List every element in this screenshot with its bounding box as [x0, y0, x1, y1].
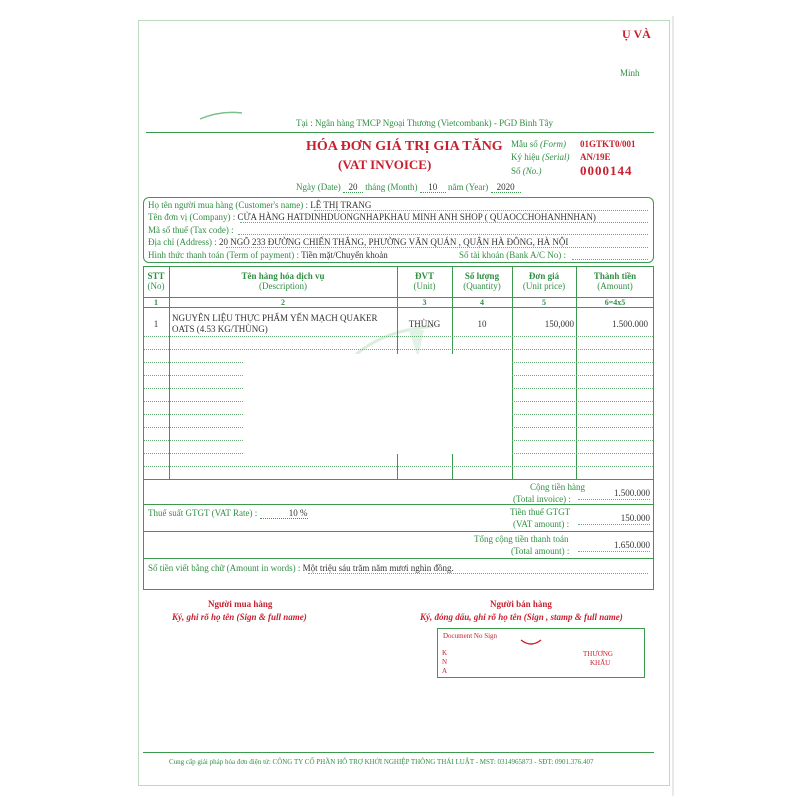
- buyer-name: LÊ THỊ TRANG: [310, 200, 372, 210]
- buyer-name-dots: [314, 210, 648, 211]
- index-col-qty: 4: [480, 298, 484, 307]
- form-label: [511, 139, 566, 149]
- stamp-right-1: THƯƠNG: [583, 650, 613, 658]
- no-label-vi: Số: [511, 166, 521, 176]
- total-label-en: (Total invoice) :: [513, 494, 571, 504]
- header-col-no-en: (No): [147, 281, 165, 291]
- buyer-sign-sub: Ký, ghi rõ họ tên (Sign & full name): [172, 612, 307, 622]
- stamp-swoosh-icon: [520, 638, 542, 648]
- index-col-desc: 2: [281, 298, 285, 307]
- buyer-name-row: [148, 200, 371, 210]
- header-col-amount-vi: Thành tiền: [593, 271, 637, 281]
- row-price: 150,000: [544, 319, 574, 329]
- seller-sign-sub: Ký, đóng dấu, ghi rõ họ tên (Sign , stamp & full name): [420, 612, 623, 622]
- redaction-block: [243, 354, 511, 454]
- header-col-no: [143, 271, 169, 291]
- buyer-address: 20 NGÕ 233 ĐƯỜNG CHIẾN THẮNG, PHƯỜNG VĂN QUÁN , QUẬN HÀ ĐÔNG, HÀ NỘI: [218, 237, 569, 247]
- header-rule: [146, 132, 654, 133]
- invoice-title: HÓA ĐƠN GIÁ TRỊ GIA TĂNG: [306, 139, 503, 154]
- buyer-payment: Tiền mặt/Chuyển khoản: [301, 250, 388, 260]
- date-day-label: Ngày (Date): [296, 182, 341, 192]
- corner-line1: Ụ VÀ: [622, 27, 651, 41]
- buyer-company-row: [148, 212, 596, 222]
- words-value: Một triệu sáu trăm năm mươi nghìn đồng.: [302, 563, 454, 573]
- form-label-en: (Form): [540, 139, 566, 149]
- header-col-unit: [397, 271, 452, 291]
- grand-dots: [578, 551, 650, 552]
- index-bottom-rule: [143, 307, 654, 308]
- vat-value: 150.000: [620, 513, 650, 523]
- row-qty: 10: [477, 319, 487, 329]
- date-year: 2020: [491, 182, 521, 193]
- grand-rule: [143, 558, 654, 559]
- date-month: 10: [420, 182, 446, 193]
- vat-label-en: (VAT amount) :: [513, 519, 570, 529]
- header-col-no-vi: STT: [147, 271, 165, 281]
- vat-rule: [143, 531, 654, 532]
- date-day: 20: [343, 182, 363, 193]
- buyer-account-row: [459, 250, 566, 260]
- buyer-address-dots: [226, 247, 648, 248]
- stamp-left-3: A: [442, 667, 448, 675]
- corner-line2: Minh: [620, 68, 640, 78]
- header-col-desc-vi: Tên hàng hóa dịch vụ: [241, 271, 325, 281]
- buyer-tax-label: Mã số thuế (Tax code) :: [148, 225, 234, 235]
- no-label-en: (No.): [522, 166, 542, 176]
- words-dots: [308, 573, 648, 574]
- row-unit: THÙNG: [408, 319, 441, 329]
- buyer-tax-row: [148, 225, 234, 235]
- header-col-price-en: (Unit price): [522, 281, 566, 291]
- date-line: [296, 182, 521, 193]
- bank-line: Tại : Ngân hàng TMCP Ngoại Thương (Vietcombank) - PGD Bình Tây: [296, 118, 553, 128]
- header-col-qty-en: (Quantity): [463, 281, 501, 291]
- words-label: Số tiền viết bằng chữ (Amount in words) :: [148, 563, 301, 573]
- invoice-number: 0000144: [580, 163, 633, 178]
- row-amount: 1.500.000: [612, 319, 648, 329]
- header-col-qty: [452, 271, 512, 291]
- vat-dots: [578, 524, 650, 525]
- date-month-label: tháng (Month): [365, 182, 418, 192]
- serial-value: AN/19E: [580, 152, 611, 162]
- logo-swoosh-icon: [198, 106, 244, 122]
- no-label: [511, 166, 542, 176]
- serial-label-en: (Serial): [542, 152, 570, 162]
- buyer-payment-row: [148, 250, 388, 260]
- seller-sign-title: Người bán hàng: [490, 599, 552, 609]
- buyer-company: CỬA HÀNG HATDINHDUONGNHAPKHAU MINH ANH SHOP ( QUAOCCHOHANHNHAN): [237, 212, 596, 222]
- serial-label: [511, 152, 570, 162]
- invoice-title-en: (VAT INVOICE): [338, 157, 432, 172]
- grand-label-en: (Total amount) :: [511, 546, 570, 556]
- form-label-vi: Mẫu số: [511, 139, 538, 149]
- buyer-address-label: Địa chỉ (Address) :: [148, 237, 217, 247]
- index-col-unit: 3: [422, 298, 427, 307]
- row-dots-1: [144, 336, 653, 337]
- grand-label: Tổng cộng tiền thanh toán: [474, 534, 569, 544]
- buyer-account-label: Số tài khoản (Bank A/C No) :: [459, 250, 566, 260]
- header-col-desc-en: (Description): [259, 281, 307, 291]
- total-dots: [578, 499, 650, 500]
- vat-label: Tiền thuế GTGT: [510, 507, 571, 517]
- buyer-account-dots: [572, 259, 648, 260]
- header-col-qty-vi: Số lượng: [464, 271, 500, 281]
- stamp-left-2: N: [442, 658, 448, 666]
- row-desc-line1: NGUYÊN LIỆU THỰC PHẨM YẾN MẠCH QUAKER: [172, 313, 378, 323]
- vat-rate-value: 10 %: [260, 508, 308, 519]
- footer-provider: Cung cấp giải pháp hóa đơn điện tử: CÔNG TY CỔ PHẦN HỖ TRỢ KHỞI NGHIỆP THÔNG THÁI LUẬT - MST: 0314965873 - SĐT: 0901.376.407: [169, 758, 594, 766]
- buyer-sign-title: Người mua hàng: [208, 599, 273, 609]
- buyer-address-row: [148, 237, 568, 247]
- vat-rate-label: Thuế suất GTGT (VAT Rate) :: [148, 508, 258, 518]
- row-no: 1: [153, 319, 159, 329]
- stamp-note: Document No Sign: [443, 632, 498, 640]
- vat-rate-row: [148, 508, 308, 519]
- footer-rule: [143, 752, 654, 753]
- header-col-unit-en: (Unit): [413, 281, 436, 291]
- header-col-price: [512, 271, 576, 291]
- buyer-payment-label: Hình thức thanh toán (Term of payment) :: [148, 250, 299, 260]
- right-edge-shadow: [672, 16, 674, 796]
- buyer-tax-dots: [238, 234, 648, 235]
- total-rule: [143, 504, 654, 505]
- date-year-label: năm (Year): [447, 182, 489, 192]
- index-col-price: 5: [542, 298, 546, 307]
- header-col-unit-vi: ĐVT: [414, 271, 434, 281]
- stamp-left-1: K: [442, 649, 448, 657]
- stamp-right-2: KHẨU: [590, 659, 611, 667]
- header-col-desc: [169, 271, 397, 291]
- index-col-no: 1: [154, 298, 158, 307]
- buyer-name-label: Họ tên người mua hàng (Customer's name) :: [148, 200, 308, 210]
- serial-label-vi: Ký hiệu: [511, 152, 540, 162]
- header-col-price-vi: Đơn giá: [528, 271, 560, 281]
- buyer-company-dots: [240, 222, 648, 223]
- total-value: 1.500.000: [614, 488, 650, 498]
- buyer-company-label: Tên đơn vị (Company) :: [148, 212, 236, 222]
- index-col-amount: 6=4x5: [604, 298, 626, 307]
- row-dots-11: [144, 466, 653, 467]
- header-col-amount: [576, 271, 654, 291]
- header-col-amount-en: (Amount): [597, 281, 633, 291]
- words-row: [148, 563, 454, 573]
- grand-value: 1.650.000: [614, 540, 650, 550]
- form-value: 01GTKT0/001: [580, 139, 636, 149]
- totals-top-rule: [143, 479, 654, 480]
- row-dots-2: [144, 349, 653, 350]
- row-desc-line2: OATS (4.53 KG/THÙNG): [172, 324, 268, 334]
- total-label: Cộng tiền hàng: [530, 482, 585, 492]
